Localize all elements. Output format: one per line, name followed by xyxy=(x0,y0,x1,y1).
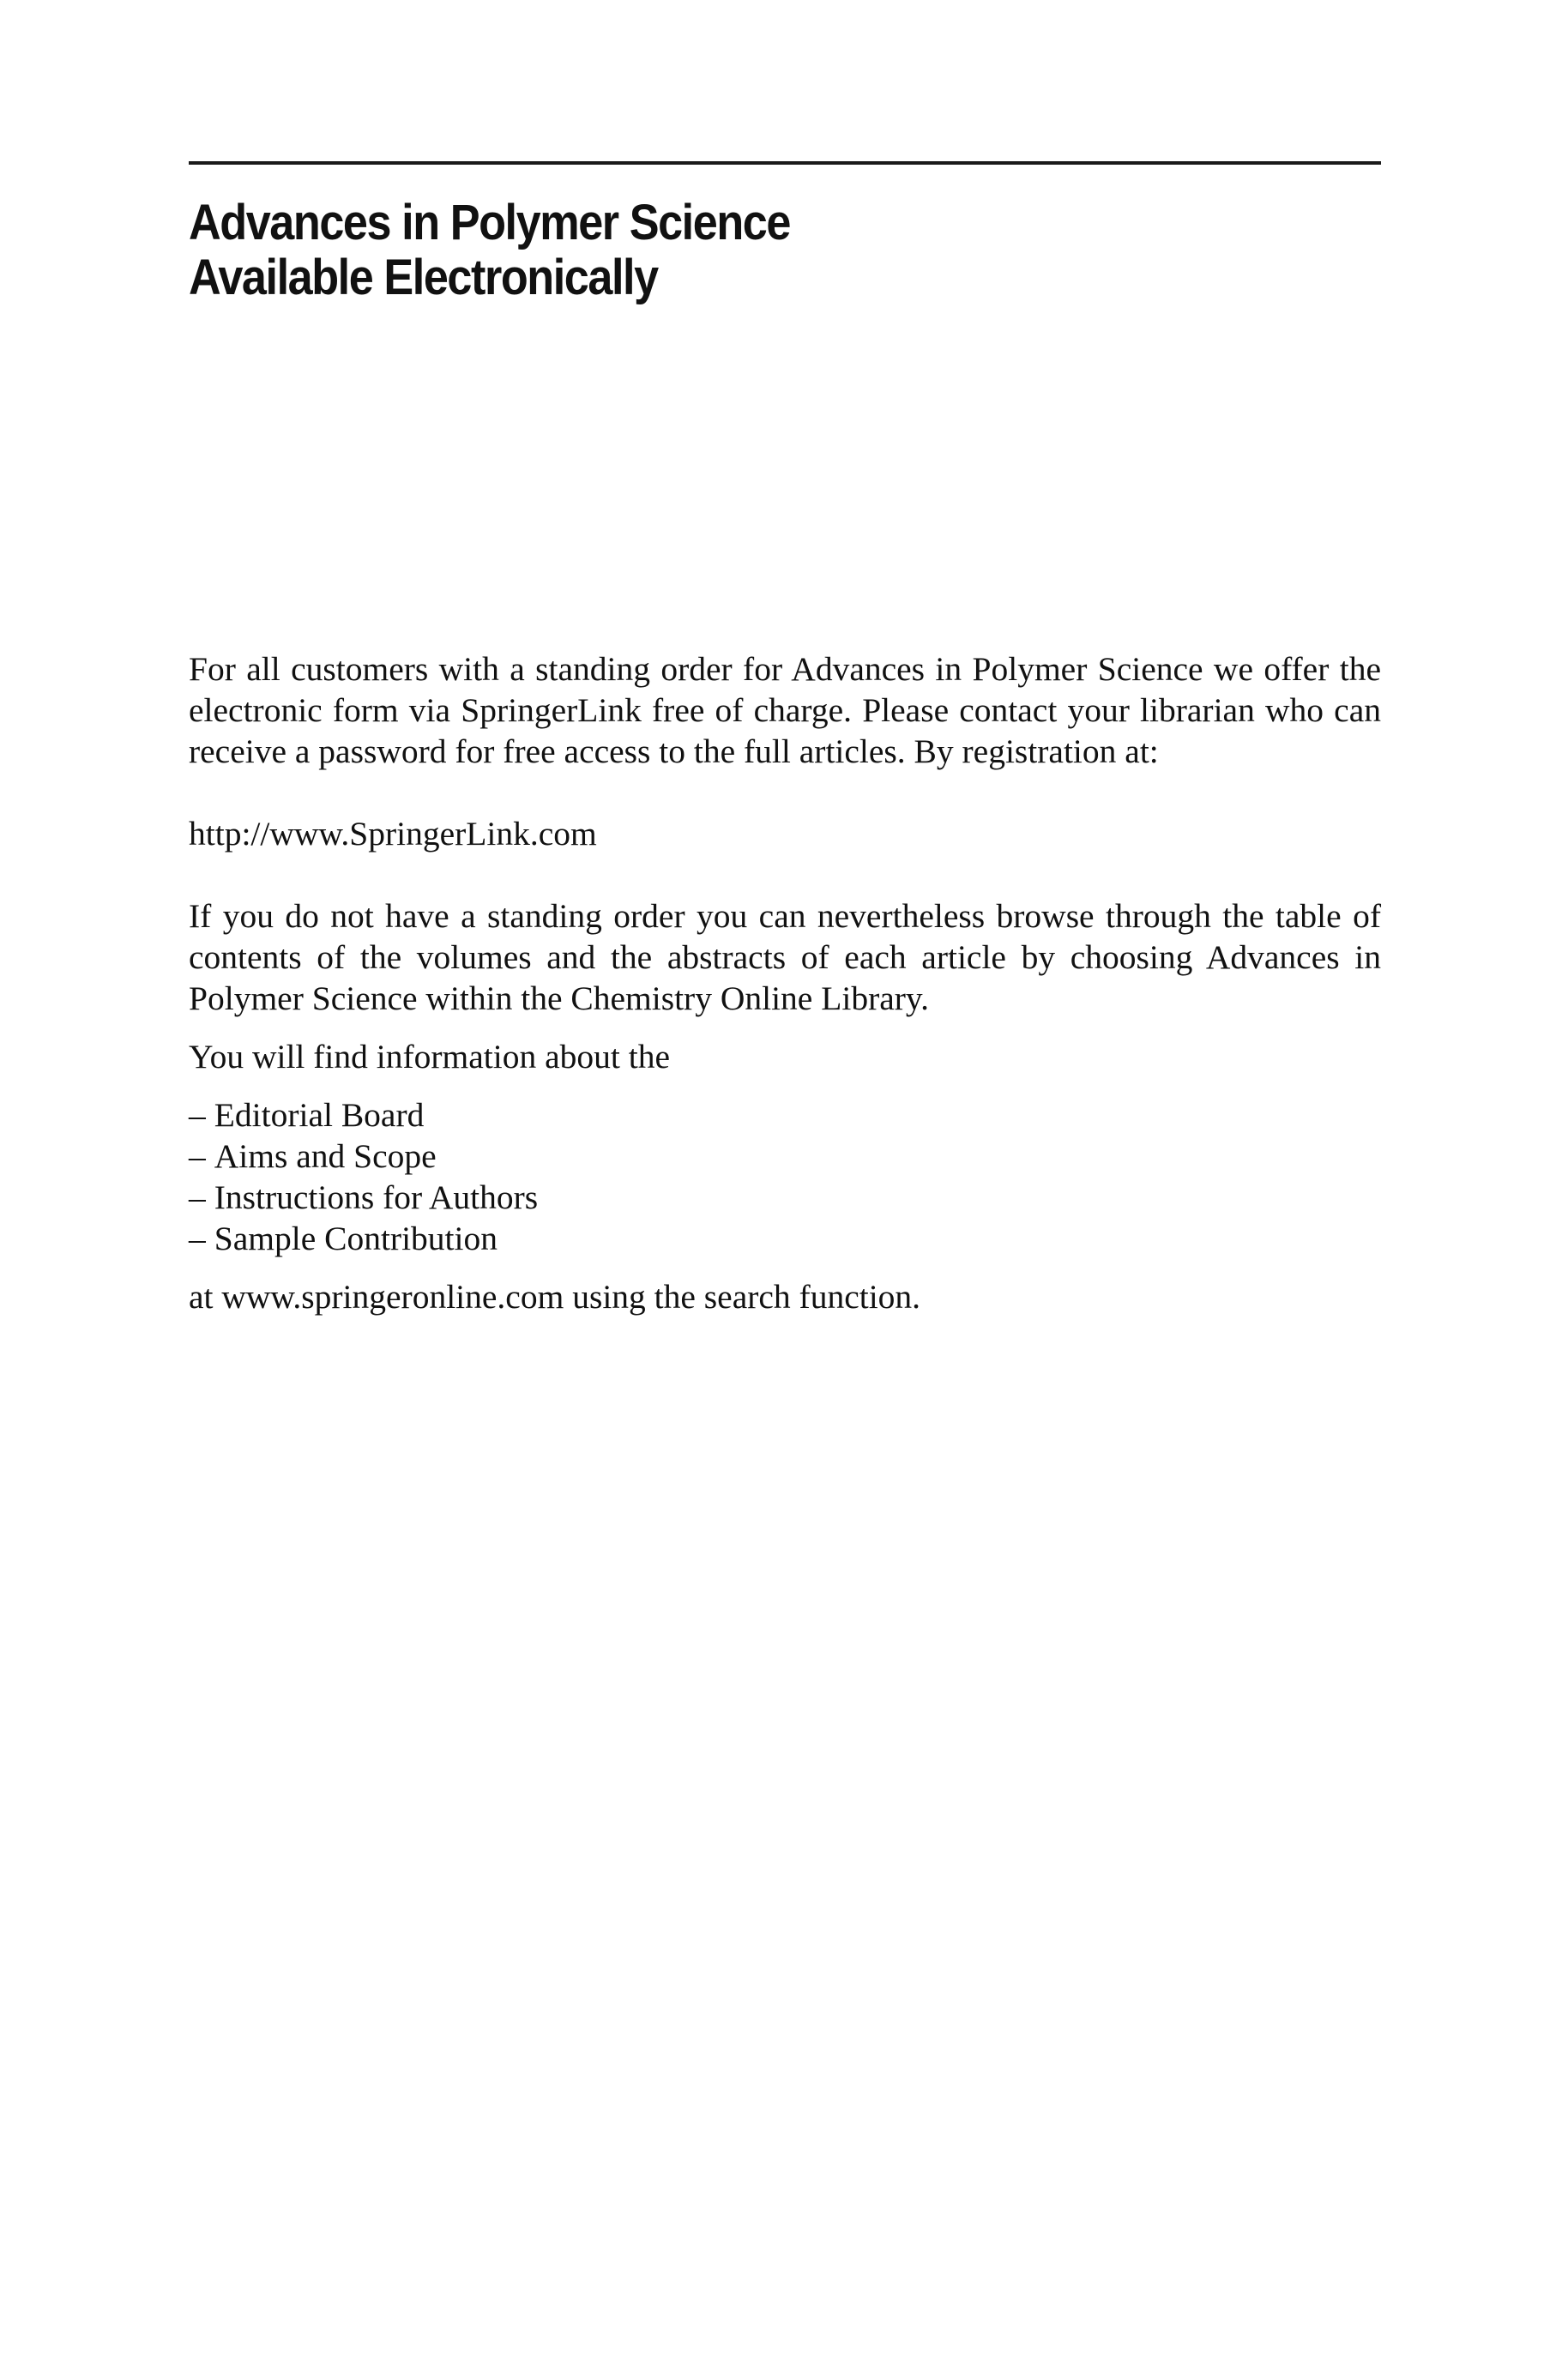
list-item-label: Aims and Scope xyxy=(214,1137,437,1175)
list-item xyxy=(189,1177,1381,1218)
page xyxy=(189,0,1381,2380)
list-item xyxy=(189,1136,1381,1177)
body-text xyxy=(189,648,1381,1317)
list-item-label: Editorial Board xyxy=(214,1096,425,1134)
list-item-label: Instructions for Authors xyxy=(214,1178,539,1216)
closing-line: at www.springeronline.com using the search function. xyxy=(189,1278,921,1316)
list-dash: – xyxy=(189,1096,206,1134)
list-item xyxy=(189,1218,1381,1259)
browse-paragraph: If you do not have a standing order you can nevertheless browse through the table of contents of the volumes and the abstracts of each article by choosing Advances in Polymer Science within the Chemistry Online Library. xyxy=(189,897,1381,1017)
info-list xyxy=(189,1094,1381,1259)
list-dash: – xyxy=(189,1178,206,1216)
title-line-1: Advances in Polymer Science xyxy=(189,195,790,250)
list-item-label: Sample Contribution xyxy=(214,1220,498,1257)
title-line-2: Available Electronically xyxy=(189,250,658,305)
list-dash: – xyxy=(189,1220,206,1257)
intro-paragraph: For all customers with a standing order for Advances in Polymer Science we offer the electronic form via SpringerLink free of charge. Please contact your librarian who can receive a password for free access to the full articles. By registration at: xyxy=(189,650,1381,770)
list-item xyxy=(189,1094,1381,1136)
page-title xyxy=(189,196,790,305)
find-info-line: You will find information about the xyxy=(189,1038,671,1076)
top-rule xyxy=(189,161,1381,165)
list-dash: – xyxy=(189,1137,206,1175)
springerlink-url: http://www.SpringerLink.com xyxy=(189,815,597,853)
